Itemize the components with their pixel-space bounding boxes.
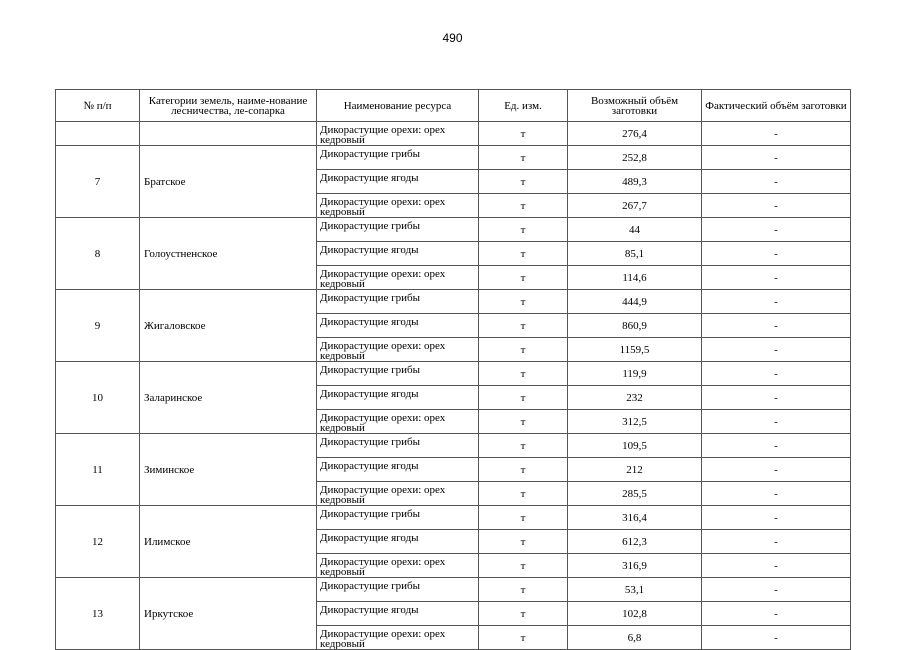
cell-actual: - — [702, 506, 851, 530]
cell-actual: - — [702, 410, 851, 434]
cell-resource: Дикорастущие орехи: орех кедровый — [317, 554, 479, 578]
cell-resource: Дикорастущие грибы — [317, 362, 479, 386]
cell-actual: - — [702, 578, 851, 602]
cell-possible: 276,4 — [568, 122, 702, 146]
header-actual: Фактический объём заготовки — [702, 90, 851, 122]
table-row — [56, 218, 851, 242]
cell-resource: Дикорастущие ягоды — [317, 530, 479, 554]
cell-resource: Дикорастущие грибы — [317, 290, 479, 314]
cell-possible: 53,1 — [568, 578, 702, 602]
cell-resource: Дикорастущие грибы — [317, 218, 479, 242]
cell-unit: т — [479, 530, 568, 554]
header-resource: Наименование ресурса — [317, 90, 479, 122]
cell-resource: Дикорастущие ягоды — [317, 314, 479, 338]
cell-resource: Дикорастущие ягоды — [317, 170, 479, 194]
cell-resource: Дикорастущие ягоды — [317, 602, 479, 626]
cell-actual: - — [702, 218, 851, 242]
table-header-row — [56, 90, 851, 122]
cell-possible: 6,8 — [568, 626, 702, 650]
cell-possible: 109,5 — [568, 434, 702, 458]
cell-unit: т — [479, 290, 568, 314]
cell-unit: т — [479, 362, 568, 386]
table-row — [56, 290, 851, 314]
cell-actual: - — [702, 458, 851, 482]
table-row — [56, 506, 851, 530]
header-possible: Возможный объём заготовки — [568, 90, 702, 122]
cell-actual: - — [702, 362, 851, 386]
cell-possible: 212 — [568, 458, 702, 482]
cell-unit: т — [479, 506, 568, 530]
header-num: № п/п — [56, 90, 140, 122]
cell-actual: - — [702, 530, 851, 554]
cell-resource: Дикорастущие ягоды — [317, 242, 479, 266]
cell-possible: 312,5 — [568, 410, 702, 434]
cell-resource: Дикорастущие орехи: орех кедровый — [317, 122, 479, 146]
cell-resource: Дикорастущие грибы — [317, 146, 479, 170]
cell-num: 12 — [56, 506, 140, 578]
cell-resource: Дикорастущие грибы — [317, 578, 479, 602]
table-row — [56, 362, 851, 386]
cell-num: 13 — [56, 578, 140, 650]
cell-unit: т — [479, 410, 568, 434]
cell-unit: т — [479, 626, 568, 650]
cell-actual: - — [702, 242, 851, 266]
page-number: 490 — [442, 31, 463, 45]
cell-unit: т — [479, 170, 568, 194]
cell-possible: 102,8 — [568, 602, 702, 626]
cell-possible: 316,9 — [568, 554, 702, 578]
cell-actual: - — [702, 386, 851, 410]
cell-resource: Дикорастущие ягоды — [317, 386, 479, 410]
cell-resource: Дикорастущие орехи: орех кедровый — [317, 194, 479, 218]
cell-unit: т — [479, 578, 568, 602]
cell-num: 9 — [56, 290, 140, 362]
cell-possible: 489,3 — [568, 170, 702, 194]
cell-actual: - — [702, 554, 851, 578]
cell-unit: т — [479, 266, 568, 290]
cell-unit: т — [479, 554, 568, 578]
cell-resource: Дикорастущие орехи: орех кедровый — [317, 266, 479, 290]
cell-possible: 285,5 — [568, 482, 702, 506]
cell-actual: - — [702, 602, 851, 626]
cell-actual: - — [702, 170, 851, 194]
cell-unit: т — [479, 218, 568, 242]
cell-possible: 1159,5 — [568, 338, 702, 362]
cell-unit: т — [479, 338, 568, 362]
table-body — [56, 122, 851, 650]
cell-unit: т — [479, 482, 568, 506]
cell-possible: 114,6 — [568, 266, 702, 290]
cell-possible: 85,1 — [568, 242, 702, 266]
table-row — [56, 434, 851, 458]
cell-resource: Дикорастущие орехи: орех кедровый — [317, 482, 479, 506]
cell-possible: 267,7 — [568, 194, 702, 218]
table-row — [56, 146, 851, 170]
cell-actual: - — [702, 626, 851, 650]
cell-actual: - — [702, 122, 851, 146]
cell-resource: Дикорастущие ягоды — [317, 458, 479, 482]
cell-category: Голоустненское — [140, 218, 317, 290]
cell-category: Заларинское — [140, 362, 317, 434]
cell-unit: т — [479, 314, 568, 338]
cell-actual: - — [702, 338, 851, 362]
cell-possible: 860,9 — [568, 314, 702, 338]
cell-actual: - — [702, 314, 851, 338]
cell-num: 8 — [56, 218, 140, 290]
table-row — [56, 122, 851, 146]
cell-category: Илимское — [140, 506, 317, 578]
cell-category: Зиминское — [140, 434, 317, 506]
cell-unit: т — [479, 146, 568, 170]
cell-resource: Дикорастущие орехи: орех кедровый — [317, 338, 479, 362]
cell-resource: Дикорастущие орехи: орех кедровый — [317, 626, 479, 650]
cell-possible: 444,9 — [568, 290, 702, 314]
cell-num: 10 — [56, 362, 140, 434]
cell-actual: - — [702, 434, 851, 458]
cell-category: Жигаловское — [140, 290, 317, 362]
cell-resource: Дикорастущие грибы — [317, 506, 479, 530]
cell-category — [140, 122, 317, 146]
cell-possible: 252,8 — [568, 146, 702, 170]
cell-actual: - — [702, 482, 851, 506]
cell-num: 11 — [56, 434, 140, 506]
cell-unit: т — [479, 386, 568, 410]
cell-unit: т — [479, 434, 568, 458]
cell-unit: т — [479, 194, 568, 218]
cell-category: Братское — [140, 146, 317, 218]
cell-num: 7 — [56, 146, 140, 218]
header-category: Категории земель, наиме-нование лесничества, ле-сопарка — [140, 90, 317, 122]
cell-actual: - — [702, 290, 851, 314]
cell-unit: т — [479, 602, 568, 626]
cell-unit: т — [479, 458, 568, 482]
resource-table — [55, 89, 851, 650]
cell-actual: - — [702, 146, 851, 170]
cell-resource: Дикорастущие орехи: орех кедровый — [317, 410, 479, 434]
cell-possible: 612,3 — [568, 530, 702, 554]
cell-unit: т — [479, 242, 568, 266]
cell-actual: - — [702, 266, 851, 290]
cell-possible: 316,4 — [568, 506, 702, 530]
table-row — [56, 578, 851, 602]
header-unit: Ед. изм. — [479, 90, 568, 122]
cell-possible: 119,9 — [568, 362, 702, 386]
cell-possible: 44 — [568, 218, 702, 242]
cell-category: Иркутское — [140, 578, 317, 650]
cell-num — [56, 122, 140, 146]
cell-possible: 232 — [568, 386, 702, 410]
cell-actual: - — [702, 194, 851, 218]
cell-unit: т — [479, 122, 568, 146]
cell-resource: Дикорастущие грибы — [317, 434, 479, 458]
